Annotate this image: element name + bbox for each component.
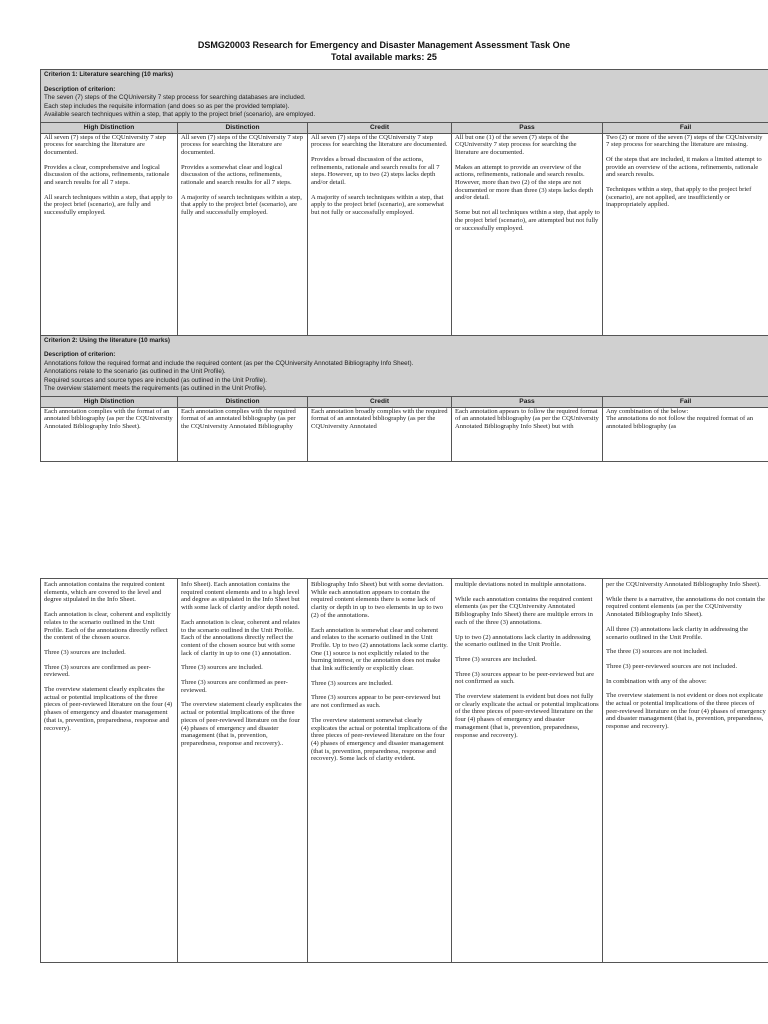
rubric-paragraph: Each annotation is somewhat clear and coherent and relates to the scenario outlined in the Unit Profile. Up to two (2) annotations lack some clarity. One (1) source is not explicitly related to the burning interest, or the annotation does not make that link sufficiently or explicitly clear. [311, 626, 448, 673]
rubric-paragraph: Three (3) sources are included. [181, 664, 263, 672]
grade-header-row [41, 122, 768, 133]
rubric-paragraph: multiple deviations noted in multiple annotations. [455, 581, 587, 588]
rubric-paragraph: Three (3) sources are confirmed as peer-reviewed. [44, 663, 151, 679]
rubric-paragraph: All search techniques within a step, that apply to the project brief (scenario), are fully and successfully employed. [44, 193, 173, 217]
grade-header-pass: Pass [452, 122, 603, 133]
criterion-1-description-label: Description of criterion: [44, 85, 116, 93]
rubric-paragraph: Each annotation is clear, coherent and explicitly relates to the scenario outlined in the Unit Profile. Each of the annotations directly reflect the content of the chosen source. [44, 611, 171, 642]
rubric-paragraph: per the CQUniversity Annotated Bibliography Info Sheet). [606, 581, 761, 588]
rubric-paragraph: All seven (7) steps of the CQUniversity 7 step process for searching the literature are documented. [311, 133, 448, 149]
grade-header-high-distinction: High Distinction [41, 122, 178, 133]
total-marks-line: Total available marks: 25 [331, 52, 437, 62]
grade-header-pass: Pass [452, 396, 603, 407]
rubric-paragraph: Provides a somewhat clear and logical discussion of the actions, refinements, rationale and search results for all 7 steps. [181, 163, 292, 187]
rubric-paragraph: Bibliography Info Sheet) but with some deviation. While each annotation appears to contain the required content elements there is some lack of clarity or depth in up to two elements in up to two (2) of the annotations. [311, 581, 444, 619]
grade-header-fail: Fail [603, 122, 768, 133]
rubric-paragraph: Techniques within a step, that apply to the project brief (scenario), are not applied, are insufficiently or inappropriately applied. [606, 186, 752, 209]
criterion-2-pass-cell [452, 407, 603, 461]
criterion-2-pass-cell-continued [452, 579, 603, 963]
rubric-paragraph: Some but not all techniques within a step, that apply to the project brief (scenario), are attempted but not fully or successfully employed. [455, 209, 600, 232]
criterion-1-description-line: Each step includes the requisite information (and does so as per the provided template). [44, 102, 290, 110]
criterion-2-row-continued [41, 579, 768, 963]
criterion-2-distinction-cell [178, 407, 308, 461]
criterion-2-credit-cell [308, 407, 452, 461]
rubric-paragraph: Each annotation is clear, coherent and relates to the scenario outlined in the Unit Profile. Each of the annotations directly reflect the content of the chosen source but with some lack of clarity in up to one (1) annotation. [181, 618, 300, 657]
rubric-paragraph: The overview statement somewhat clearly explicates the actual or potential implications of the three pieces of peer-reviewed literature on the four (4) phases of emergency and disaster management (that is, prevention, preparedness, response and recovery). Some lack of clarity evident. [311, 716, 448, 763]
rubric-paragraph: The annotations do not follow the required format of an annotated bibliography (as [606, 415, 754, 430]
rubric-paragraph: A majority of search techniques within a step, that apply to the project brief (scenario), are fully and successfully employed. [181, 193, 302, 217]
rubric-paragraph: Any combination of the below: [606, 407, 689, 415]
rubric-paragraph: Makes an attempt to provide an overview of the actions, refinements, rationale and search results. However, more than two (2) of the steps are not documented or more than three (3) steps lacks depth and/or detail. [455, 163, 594, 202]
rubric-paragraph: Three (3) sources are included. [311, 679, 393, 687]
criterion-2-distinction-cell-continued [178, 579, 308, 963]
rubric-paragraph: Three (3) sources are included. [44, 648, 126, 656]
rubric-paragraph: Each annotation complies with the required format of an annotated bibliography (as per the CQUniversity Annotated Bibliography [181, 407, 296, 430]
criterion-1-high-distinction-cell [41, 133, 178, 335]
grade-header-distinction: Distinction [178, 122, 308, 133]
rubric-paragraph: Three (3) sources appear to be peer-reviewed but are not confirmed as such. [311, 694, 441, 710]
rubric-paragraph: Up to two (2) annotations lack clarity in addressing the scenario outlined in the Unit Profile. [455, 633, 591, 649]
rubric-table-page2 [40, 578, 768, 963]
criterion-1-fail-cell [603, 133, 768, 335]
criterion-1-credit-cell [308, 133, 452, 335]
rubric-paragraph: The overview statement clearly explicates the actual or potential implications of the three pieces of peer-reviewed literature on the four (4) phases of emergency and disaster management (that is, prevention, preparedness, response and recovery). [44, 686, 173, 732]
criterion-2-header [41, 335, 768, 396]
criterion-2-description-line: Annotations follow the required format and include the required content (as per the CQUniversity Annotated Bibliography Info Sheet). [44, 359, 414, 367]
rubric-paragraph: The overview statement is not evident or does not explicate the actual or potential implications of the three pieces of peer-reviewed literature on the four (4) phases of emergency and disaster management (that is, prevention, preparedness, response and recovery). [606, 692, 766, 731]
grade-header-credit: Credit [308, 396, 452, 407]
rubric-paragraph: All seven (7) steps of the CQUniversity 7 step process for searching the literature are documented. [44, 133, 166, 156]
document-title: DSMG20003 Research for Emergency and Disaster Management Assessment Task One [197, 40, 571, 50]
criterion-2-fail-cell [603, 407, 768, 461]
rubric-paragraph: The three (3) sources are not included. [606, 648, 708, 656]
criterion-1-distinction-cell [178, 133, 308, 335]
rubric-paragraph: Provides a broad discussion of the actions, refinements, rationale and search results for all 7 steps. However, up to two (2) steps lacks depth and/or detail. [311, 155, 440, 187]
rubric-paragraph: Of the steps that are included, it makes a limited attempt to provide an overview of the actions, refinements, rationale and search results. [606, 155, 762, 179]
rubric-paragraph: All three (3) annotations lack clarity in addressing the scenario outlined in the Unit Profile. [606, 625, 749, 641]
criterion-2-description-line: Required sources and source types are included (as outlined in the Unit Profile). [44, 376, 267, 384]
rubric-paragraph: In combination with any of the above: [606, 677, 707, 685]
rubric-paragraph: The overview statement is evident but does not fully or clearly explicate the actual or potential implications of the three pieces of peer-reviewed literature on the four (4) phases of emergency and disaster management (that is, prevention, preparedness, response and recovery). [455, 693, 599, 739]
rubric-table-page1 [40, 69, 768, 462]
rubric-paragraph: Provides a clear, comprehensive and logical discussion of the actions, refinements, rationale and search results for all 7 steps. [44, 163, 170, 187]
rubric-paragraph: A majority of search techniques within a step, that apply to the project brief (scenario), are somewhat but not fully or successfully employed. [311, 193, 444, 217]
criterion-2-title: Criterion 2: Using the literature (10 marks) [44, 336, 170, 344]
rubric-paragraph: The overview statement clearly explicates the actual or potential implications of the three pieces of peer-reviewed literature on the four (4) phases of emergency and disaster management (that is, prevention, preparedness, response and recovery).. [181, 701, 302, 747]
rubric-paragraph: All but one (1) of the seven (7) steps of the CQUniversity 7 step process for searching the literature are documented. [455, 133, 577, 156]
criterion-2-high-distinction-cell-continued [41, 579, 178, 963]
criterion-1-description-line: The seven (7) steps of the CQUniversity 7 step process for searching databases are included. [44, 94, 306, 101]
criterion-2-credit-cell-continued [308, 579, 452, 963]
rubric-paragraph: Three (3) sources appear to be peer-reviewed but are not confirmed as such. [455, 670, 594, 686]
rubric-paragraph: Each annotation appears to follow the required format of an annotated bibliography (as per the CQUniversity Annotated Bibliography Info Sheet) but with [455, 407, 599, 430]
criterion-2-description-line: Annotations relate to the scenario (as outlined in the Unit Profile). [44, 368, 226, 375]
rubric-paragraph: All seven (7) steps of the CQUniversity 7 step process for searching the literature are documented. [181, 133, 303, 156]
criterion-1-title: Criterion 1: Literature searching (10 marks) [44, 71, 174, 78]
grade-header-fail: Fail [603, 396, 768, 407]
criterion-2-high-distinction-cell [41, 407, 178, 461]
criterion-2-fail-cell-continued [603, 579, 768, 963]
criterion-1-pass-cell [452, 133, 603, 335]
criterion-2-description-line: The overview statement meets the requirements (as outlined in the Unit Profile). [44, 385, 267, 392]
rubric-paragraph: Each annotation broadly complies with the required format of an annotated bibliography (as per the CQUniversity Annotated [311, 407, 448, 430]
grade-header-credit: Credit [308, 122, 452, 133]
rubric-paragraph: Three (3) peer-reviewed sources are not included. [606, 662, 738, 670]
criterion-2-description-label: Description of criterion: [44, 351, 116, 358]
criterion-2-row-top [41, 407, 768, 461]
grade-header-row [41, 396, 768, 407]
rubric-paragraph: Two (2) or more of the seven (7) steps of the CQUniversity 7 step process for searching the literature are missing. [606, 133, 763, 149]
rubric-paragraph: While there is a narrative, the annotations do not contain the required content elements (as per the CQUniversity Annotated Bibliography Info Sheet). [606, 595, 766, 619]
rubric-paragraph: Each annotation complies with the format of an annotated bibliography (as per the CQUniversity Annotated Bibliography Info Sheet). [44, 407, 173, 430]
rubric-paragraph: Info Sheet). Each annotation contains the required content elements and to a high level and degree as stipulated in the Info Sheet but with some lack of clarity and/or depth noted. [181, 581, 300, 612]
grade-header-distinction: Distinction [178, 396, 308, 407]
criterion-1-header [41, 70, 768, 123]
rubric-paragraph: Three (3) sources are included. [455, 655, 537, 663]
rubric-paragraph: Three (3) sources are confirmed as peer-reviewed. [181, 679, 288, 694]
criterion-1-row [41, 133, 768, 335]
grade-header-high-distinction: High Distinction [41, 396, 178, 407]
criterion-1-description-line: Available search techniques within a step, that apply to the project brief (scenario), are employed. [44, 111, 316, 118]
rubric-paragraph: Each annotation contains the required content elements, which are covered to the level and degree stipulated in the Info Sheet. [44, 581, 165, 604]
rubric-paragraph: While each annotation contains the required content elements (as per the CQUniversity Annotated Bibliography Info Sheet) there are multiple errors in each of the three (3) annotations. [455, 595, 593, 626]
